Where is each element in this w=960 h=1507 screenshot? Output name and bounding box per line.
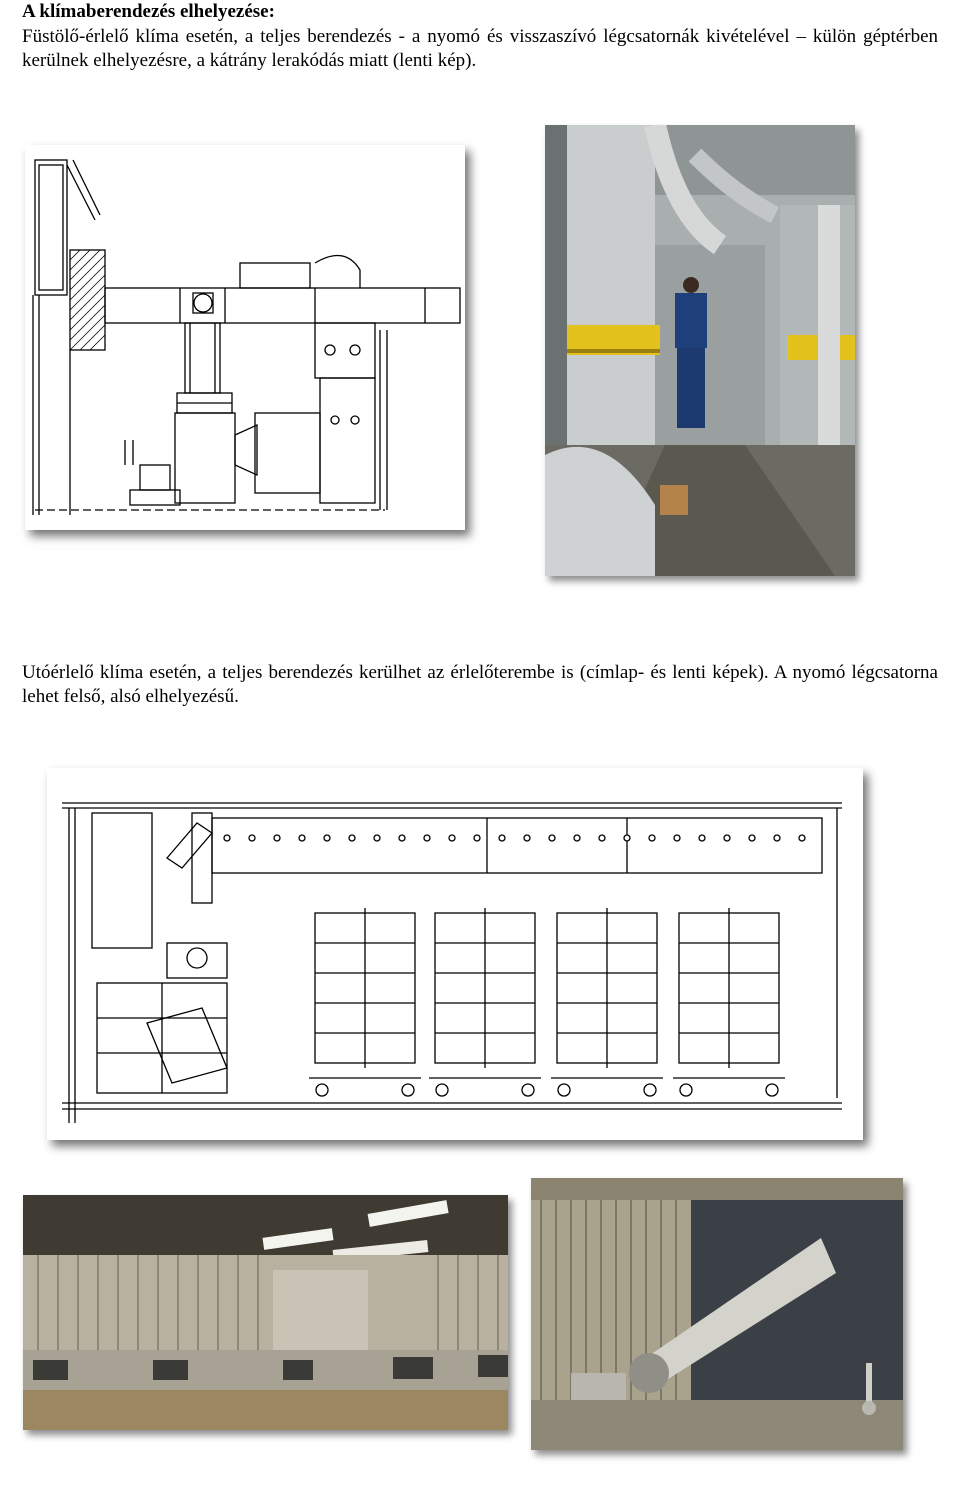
figure-machine-room-drawing [25, 145, 465, 530]
figure-air-unit-photo [531, 1178, 903, 1450]
machine-room-photo-svg [545, 125, 855, 576]
figure-machine-room-photo [545, 125, 855, 576]
section-heading: A klímaberendezés elhelyezése: [22, 1, 275, 22]
figure-ripening-room-drawing [47, 768, 863, 1140]
ripening-room-drawing-svg [47, 768, 863, 1140]
machine-room-drawing-svg [25, 145, 465, 530]
figure-ripening-room-photo [23, 1195, 508, 1430]
paragraph-smoke-ripening: Füstölő-érlelő klíma esetén, a teljes berendezés - a nyomó és visszaszívó légcsatornák kivételével – külön géptérben kerülnek elhelyezésre, a kátrány lerakódás miatt (lenti kép). [22, 26, 938, 71]
air-unit-photo-svg [531, 1178, 903, 1450]
paragraph-post-ripening: Utóérlelő klíma esetén, a teljes berendezés kerülhet az érlelőterembe is (címlap- és lenti képek). A nyomó légcsatorna lehet felső, alsó elhelyezésű. [22, 662, 938, 707]
ripening-room-photo-svg [23, 1195, 508, 1430]
